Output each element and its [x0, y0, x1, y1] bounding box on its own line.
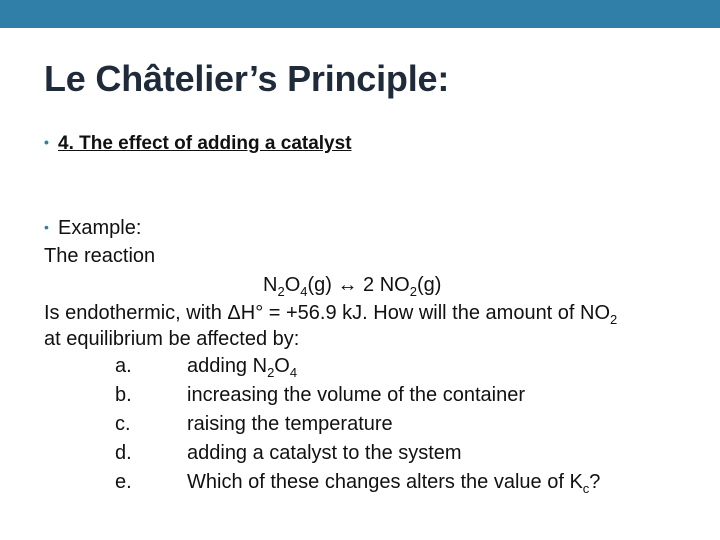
example-block [44, 213, 704, 497]
eq-o: O [284, 274, 301, 296]
option-e-text: Which of these changes alters the value of K [187, 471, 583, 493]
option-e-sub: c [582, 481, 590, 496]
option-letter: c. [115, 413, 131, 435]
eq-end: (g) [416, 274, 442, 296]
question-text-1: Is endothermic, with ΔH° = +56.9 kJ. How will the amount of NO [44, 302, 611, 324]
option-e-tail: ? [589, 471, 601, 493]
option-text: raising the temperature [187, 413, 393, 435]
option-a-mid: O [274, 355, 290, 377]
list-item [44, 410, 704, 439]
example-line [44, 213, 704, 242]
list-item [44, 468, 704, 497]
option-a-sub2: 4 [289, 365, 298, 380]
reaction-equation [44, 271, 704, 300]
section-heading [44, 128, 704, 158]
heading-text: 4. The effect of adding a catalyst [58, 133, 352, 154]
intro-line: The reaction [44, 245, 156, 267]
slide-title: Le Châtelier’s Principle: [44, 58, 450, 99]
option-letter: a. [115, 355, 132, 377]
eq-sub-4: 4 [300, 284, 308, 299]
eq-n: N [263, 274, 278, 296]
eq-middle: (g) ↔ 2 NO [307, 274, 410, 296]
question-paragraph [44, 300, 704, 352]
option-letter: d. [115, 442, 132, 464]
option-text: increasing the volume of the container [187, 384, 525, 406]
question-line-2: at equilibrium be affected by: [44, 328, 300, 350]
option-a-sub1: 2 [267, 365, 275, 380]
eq-sub-2a: 2 [277, 284, 285, 299]
option-text: adding a catalyst to the system [187, 442, 462, 464]
option-letter: b. [115, 384, 132, 406]
option-text [187, 468, 600, 497]
example-label: Example: [58, 217, 142, 239]
option-text [187, 352, 297, 381]
list-item [44, 352, 704, 381]
eq-sub-2b: 2 [409, 284, 417, 299]
list-item [44, 439, 704, 468]
option-letter: e. [115, 471, 132, 493]
option-a-text: adding N [187, 355, 268, 377]
header-bar [0, 0, 720, 28]
bullet-icon: • [44, 219, 49, 235]
question-sub: 2 [610, 312, 618, 327]
bullet-icon: • [44, 134, 49, 150]
question-line-1 [44, 300, 704, 326]
list-item [44, 381, 704, 410]
